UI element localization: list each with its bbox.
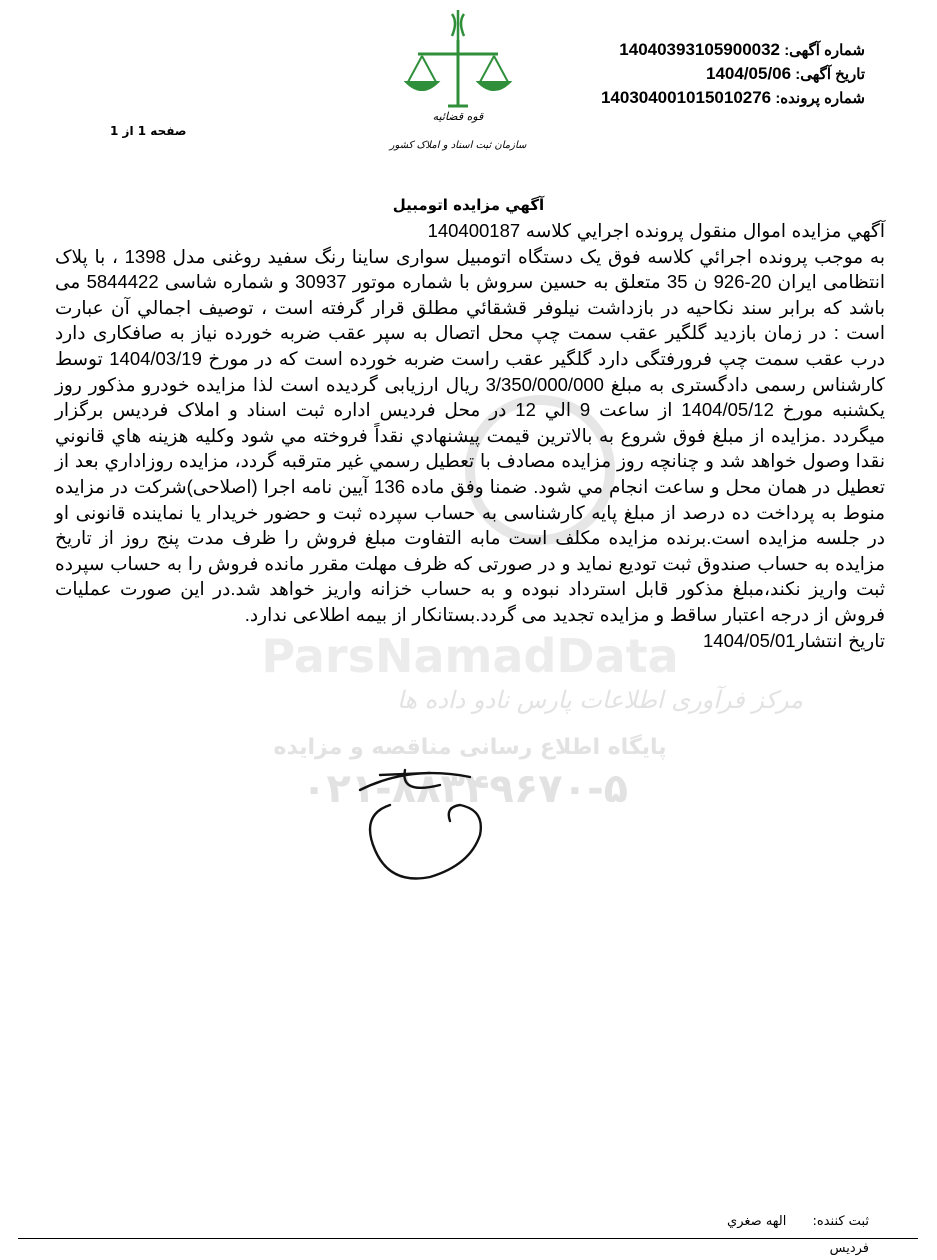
logo-text-line2: سازمان ثبت اسناد و املاک کشور — [389, 140, 527, 151]
notice-date-label: تاریخ آگهی: — [795, 66, 865, 83]
registrar-label: ثبت كننده: — [812, 1214, 869, 1229]
page-indicator: صفحه 1 از 1 — [110, 124, 187, 138]
watermark-phone: ۰۲۱-۸۸۳۴۹۶۷۰-۵ — [301, 766, 629, 812]
registrar-name: الهه صغري — [727, 1214, 787, 1229]
file-number-label: شماره پرونده: — [775, 90, 865, 107]
judiciary-emblem-logo — [378, 6, 538, 156]
notice-date: 1404/05/06 — [706, 64, 792, 83]
notice-number-label: شماره آگهی: — [784, 42, 865, 59]
document-body — [55, 218, 885, 653]
scales-icon — [406, 10, 510, 106]
body-paragraph-main: به موجب پرونده اجرائي كلاسه فوق يک دستگاه اتومبيل سواری ساينا رنگ سفيد روغنی مدل 1398 ، با پلاک انتظامی ايران 20-926 ن 35 متعلق به حسين سروش با شماره موتور 30937 و شماره شاسی 5844422 می باشد كه برابر سند نكاحيه در بازداشت نيلوفر قشقائي مطلق قرار گرفته است ، توصيف اجمالي آن عبارت است : در زمان بازديد گلگير عقب سمت چپ محل اتصال به سپر عقب ضربه خورده نياز به صافكاری دارد درب عقب سمت چپ فرورفتگی دارد گلگير عقب راست ضربه خورده است كه در مورخ 1404/03/19 توسط كارشناس رسمی دادگستری به مبلغ 3/350/000/000 ريال ارزيابی گرديده است لذا مزايده خودرو مذكور روز يكشنبه مورخ 1404/05/12 از ساعت 9 الي 12 در محل فرديس اداره ثبت اسناد و املاک فرديس برگزار ميگردد .مزايده از مبلغ فوق شروع به بالاترين قيمت پيشنهادي نقداً فروخته مي شود وكليه هزينه هاي قانوني نقدا وصول خواهد شد و چنانچه روز مزايده مصادف با تعطيل رسمي غير مترقبه گردد، مزايده روزاداري بعد از تعطيل در همان محل و ساعت انجام مي شود. ضمنا وفق ماده 136 آيين نامه اجرا (اصلاحی)شركت در مزايده منوط به پرداخت ده درصد از مبلغ پايه كارشناسی به حساب سپرده ثبت و حضور خريدار يا نماينده قانونی او در جلسه مزايده است.برنده مزايده مكلف است مابه التفاوت مبلغ فروش را ظرف مدت پنج روز از تاريخ مزايده به حساب صندوق ثبت توديع نمايد و در صورتی كه ظرف مهلت مقرر مانده فروش را به حساب سپرده ثبت واريز نكند،مبلغ مذكور قابل استرداد نبوده و به حساب خزانه واريز خواهد شد.در اين صورت عمليات فروش از درجه اعتبار ساقط و مزايده تجديد می گردد.بستانكار از بيمه اطلاعی ندارد. — [55, 245, 886, 625]
watermark-brand: ParsNamadData — [261, 629, 679, 683]
office-name: فرديس — [829, 1241, 869, 1256]
file-number: 140304001015010276 — [600, 88, 772, 107]
watermark-line1: مرکز فرآوری اطلاعات پارس نادو داده ها — [397, 686, 803, 714]
notice-number: 14040393105900032 — [619, 40, 781, 59]
body-paragraph-heading: آگهي مزايده اموال منقول پرونده اجرايي كلاسه 140400187 — [427, 220, 885, 241]
document-title: آگهي مزايده اتومبيل — [392, 196, 545, 214]
body-paragraph-publish-date: تاريخ انتشار1404/05/01 — [703, 629, 885, 651]
notice-metadata — [535, 38, 865, 110]
handwritten-signature — [320, 755, 520, 895]
file-number-row — [535, 86, 865, 110]
notice-date-row — [535, 62, 865, 86]
notice-number-row — [535, 38, 865, 62]
footer-divider — [18, 1238, 918, 1239]
registrar — [727, 1214, 869, 1229]
watermark-line2: پایگاه اطلاع رسانی مناقصه و مزایده — [273, 735, 667, 760]
logo-text-line1: قوه قضائیه — [432, 110, 484, 123]
